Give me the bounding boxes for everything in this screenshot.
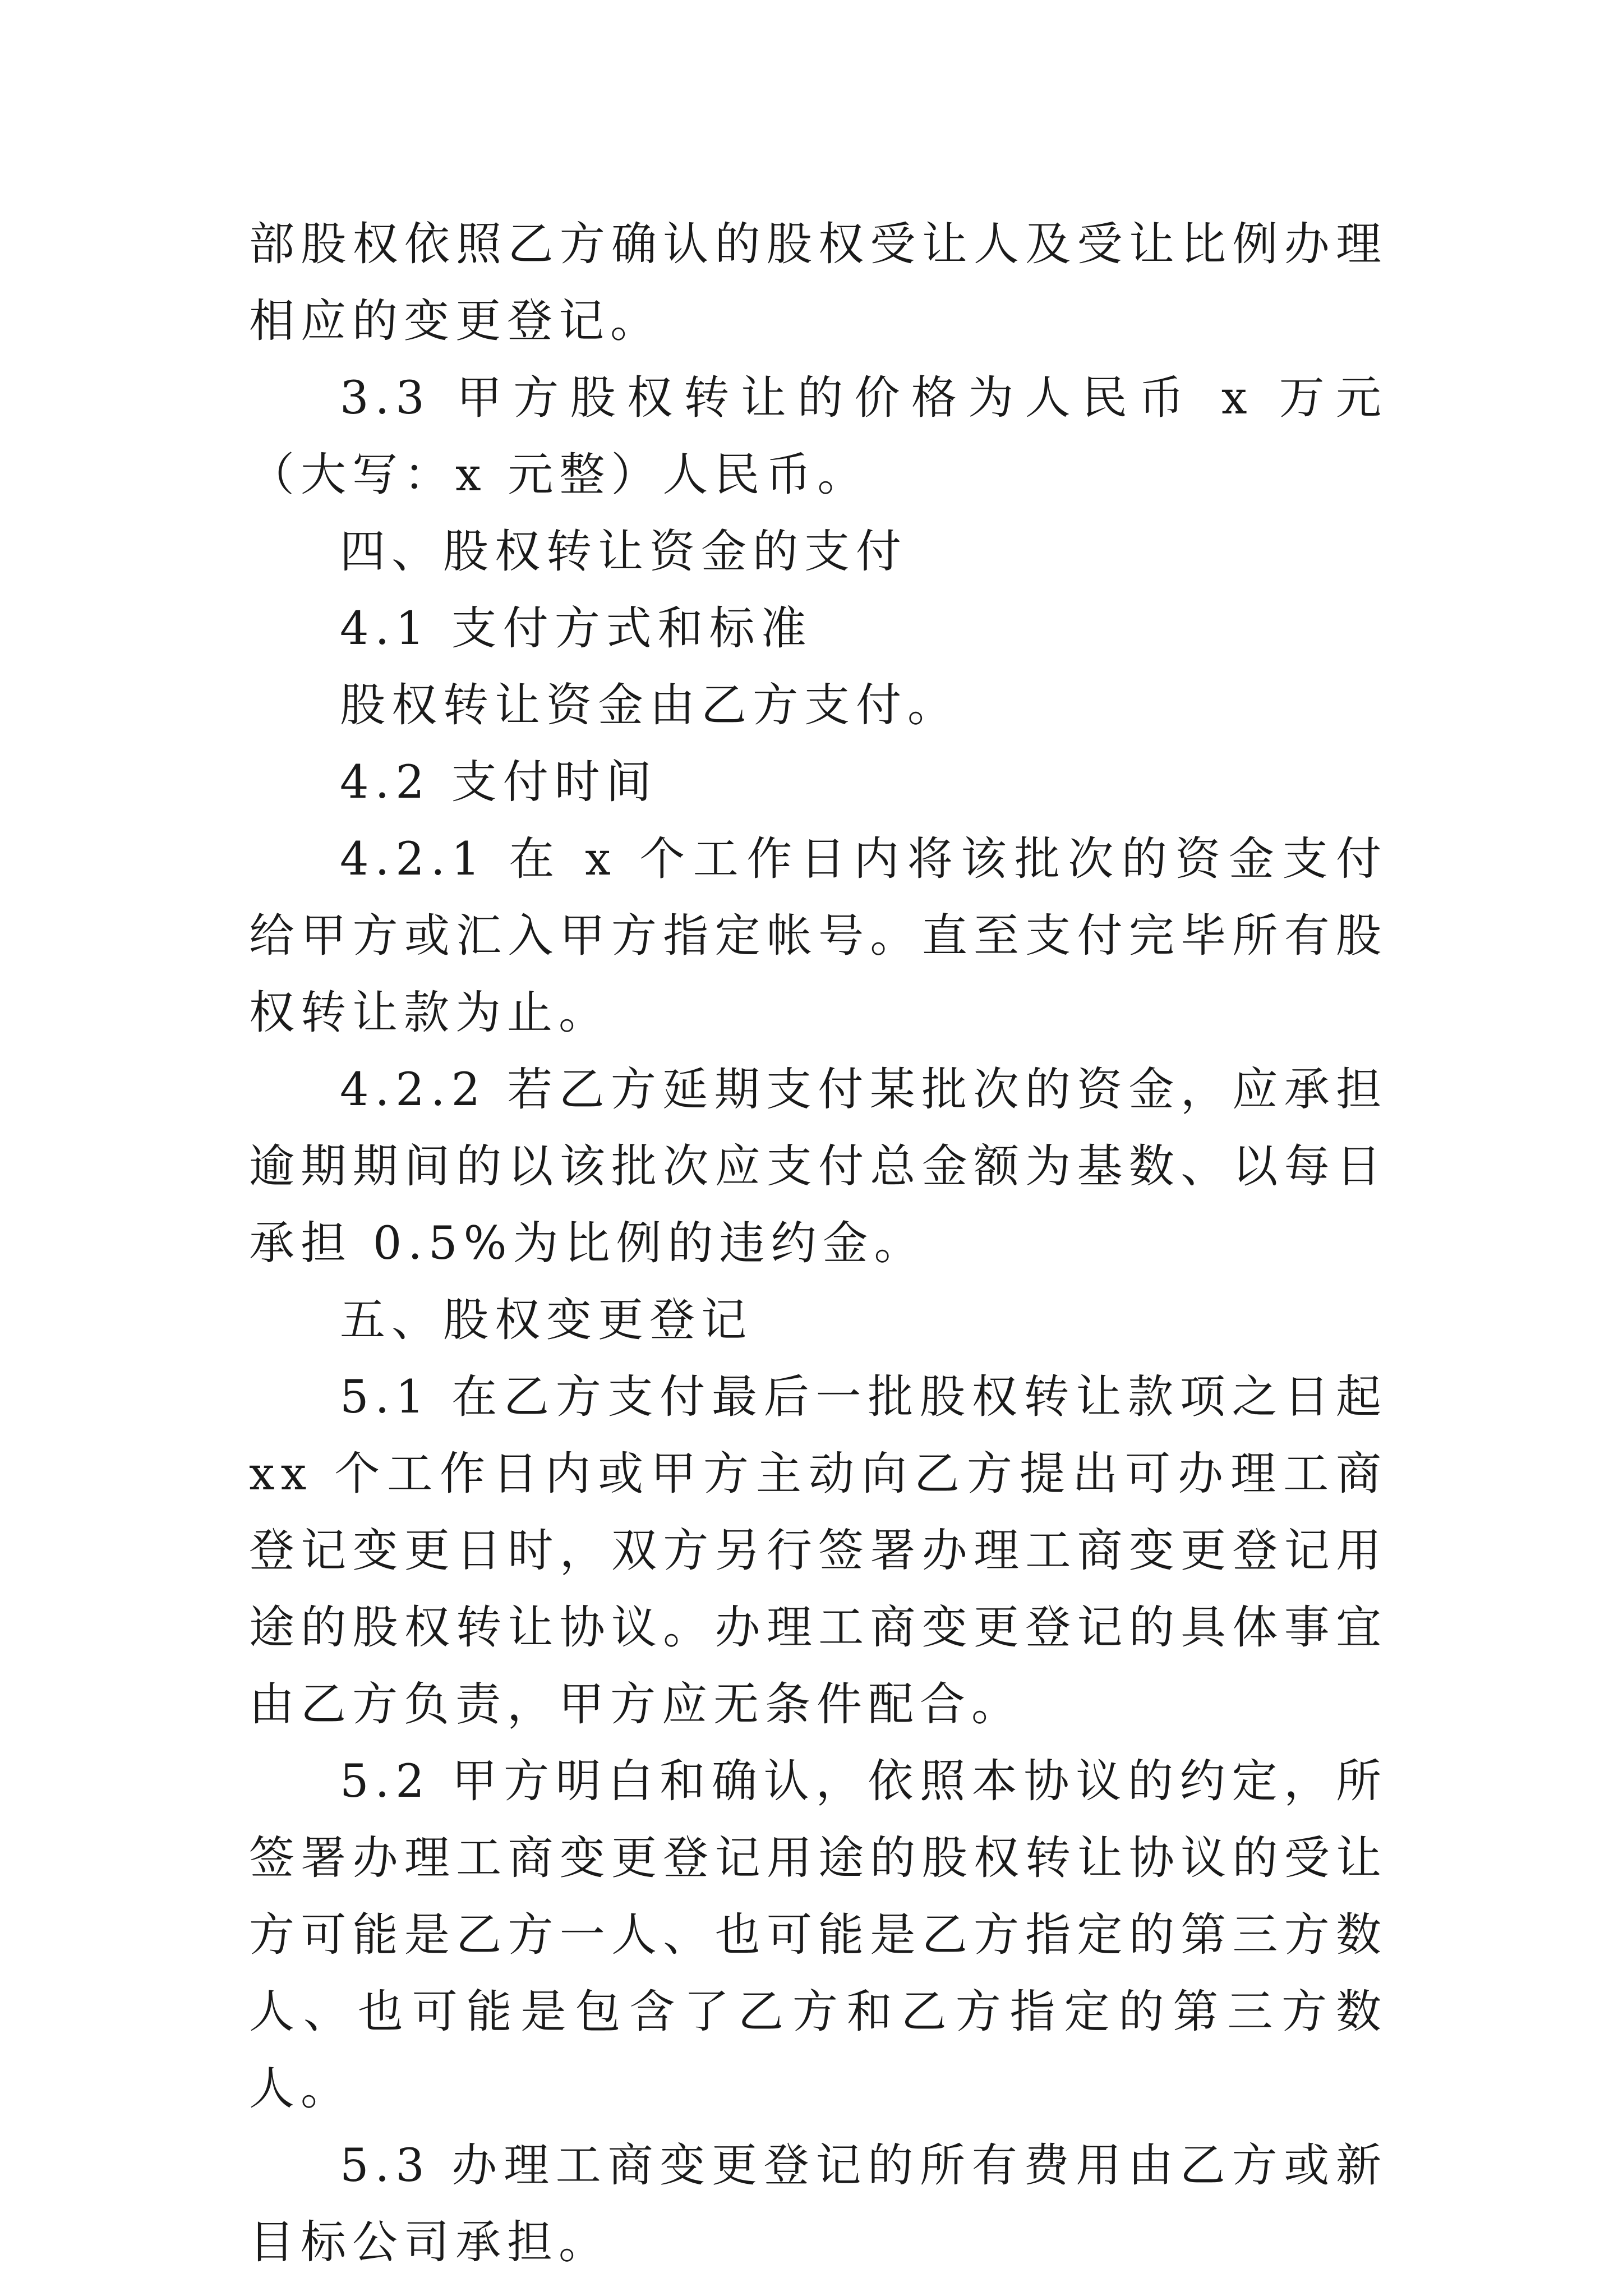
clause-heading-4-2: 4.2 支付时间 [340,756,658,809]
clause-heading-4-1: 4.1 支付方式和标准 [340,602,813,655]
paragraph-clause-4-2-2: 4.2.2 若乙方延期支付某批次的资金，应承担逾期期间的以该批次应支付总金额为基数、以每日承担 0.5%为比例的违约金。 [249,1064,1387,1270]
paragraph-continuation: 部股权依照乙方确认的股权受让人及受让比例办理相应的变更登记。 [249,218,1387,348]
paragraph-clause-4-2-1: 4.2.1 在 x 个工作日内将该批次的资金支付给甲方或汇入甲方指定帐号。直至支付完毕所有股权转让款为止。 [249,833,1387,1039]
section-heading-5: 五、股权变更登记 [340,1294,753,1347]
paragraph-clause-3-3: 3.3 甲方股权转让的价格为人民币 x 万元（大写：x 元整）人民币。 [249,372,1387,501]
section-heading-4: 四、股权转让资金的支付 [340,526,908,578]
paragraph-clause-5-1: 5.1 在乙方支付最后一批股权转让款项之日起xx 个工作日内或甲方主动向乙方提出可办理工商登记变更日时，双方另行签署办理工商变更登记用途的股权转让协议。办理工商变更登记的具体事宜由乙方负责，甲方应无条件配合。 [249,1371,1387,1731]
paragraph-clause-5-3: 5.3 办理工商变更登记的所有费用由乙方或新目标公司承担。 [249,2139,1387,2269]
document-body [249,206,1387,2281]
paragraph-4-1-body: 股权转让资金由乙方支付。 [340,679,960,732]
paragraph-clause-5-2: 5.2 甲方明白和确认，依照本协议的约定，所签署办理工商变更登记用途的股权转让协议的受让方可能是乙方一人、也可能是乙方指定的第三方数人、也可能是包含了乙方和乙方指定的第三方数人。 [249,1755,1387,2115]
